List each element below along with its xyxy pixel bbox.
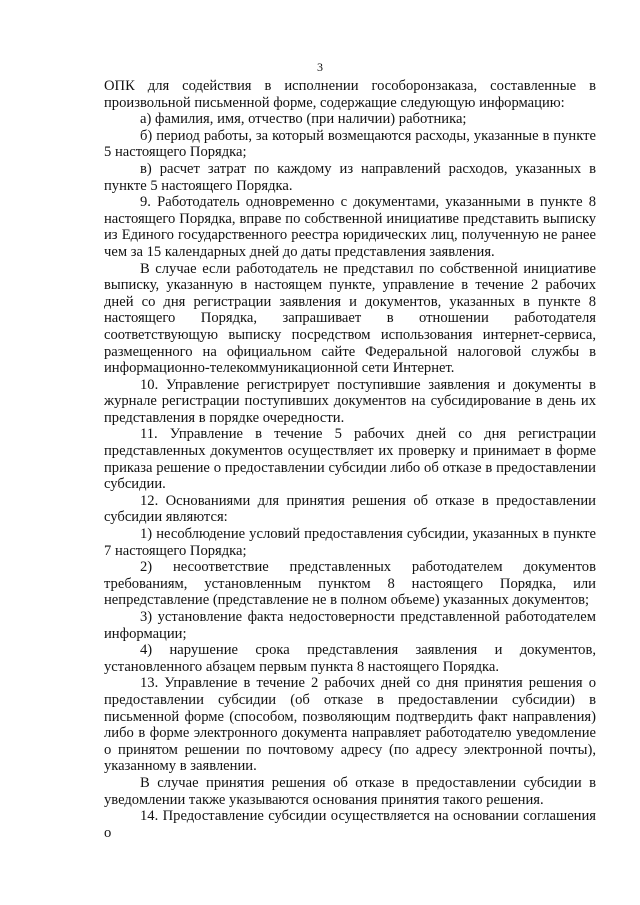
page-number: 3	[317, 60, 323, 74]
clause-11: 11. Управление в течение 5 рабочих дней со дня регистрации представленных документов осуществляет их проверку и принимает в форме приказа решение о предоставлении субсидии либо об отказе в предоставлении субсидии.	[104, 426, 596, 493]
paragraph-continuation: ОПК для содействия в исполнении гособоронзаказа, составленные в произвольной письменной форме, содержащие следующую информацию:	[104, 78, 596, 111]
clause-9-paragraph-2: В случае если работодатель не представил по собственной инициативе выписку, указанную в настоящем пункте, управление в течение 2 рабочих дней со дня регистрации заявления и документов, указанных в пункте 8 настоящего Порядка, запрашивает в отношении работодателя соответствующую выписку посредством использования интернет-сервиса, размещенного на официальном сайте Федеральной налоговой службы в информационно-телекоммуникационной сети Интернет.	[104, 260, 596, 377]
list-item-a: а) фамилия, имя, отчество (при наличии) работника;	[140, 111, 467, 128]
clause-12-item-2: 2) несоответствие представленных работодателем документов требованиям, установленным пунктом 8 настоящего Порядка, или непредставление (представление не в полном объеме) указанных документов;	[104, 559, 596, 609]
clause-9: 9. Работодатель одновременно с документами, указанными в пункте 8 настоящего Порядка, вправе по собственной инициативе представить выписку из Единого государственного реестра юридических лиц, полученную не ранее чем за 15 календарных дней до даты представления заявления.	[104, 194, 596, 260]
clause-12-item-1: 1) несоблюдение условий предоставления субсидии, указанных в пункте 7 настоящего Порядка;	[104, 526, 596, 559]
clause-13: 13. Управление в течение 2 рабочих дней со дня принятия решения о предоставлении субсидии (об отказе в предоставлении субсидии) в письменной форме (способом, позволяющим подтвердить факт направления) либо в форме электронного документа направляет работодателю уведомление о принятом решении по почтовому адресу (по адресу электронной почты), указанному в заявлении.	[104, 675, 596, 775]
clause-12-item-3: 3) установление факта недостоверности представленной работодателем информации;	[104, 609, 596, 642]
clause-12: 12. Основаниями для принятия решения об отказе в предоставлении субсидии являются:	[104, 492, 596, 526]
clause-14: 14. Предоставление субсидии осуществляется на основании соглашения о	[104, 808, 596, 841]
list-item-b: б) период работы, за который возмещаются расходы, указанные в пункте 5 настоящего Порядка;	[104, 127, 596, 161]
document-body	[104, 78, 596, 841]
list-item-c: в) расчет затрат по каждому из направлений расходов, указанных в пункте 5 настоящего Порядка.	[104, 160, 596, 194]
clause-10: 10. Управление регистрирует поступившие заявления и документы в журнале регистрации поступивших документов на субсидирование в день их представления в порядке очередности.	[104, 376, 596, 426]
clause-13-paragraph-2: В случае принятия решения об отказе в предоставлении субсидии в уведомлении также указываются основания принятия такого решения.	[104, 774, 596, 808]
clause-12-item-4: 4) нарушение срока представления заявления и документов, установленного абзацем первым пункта 8 настоящего Порядка.	[104, 642, 596, 675]
